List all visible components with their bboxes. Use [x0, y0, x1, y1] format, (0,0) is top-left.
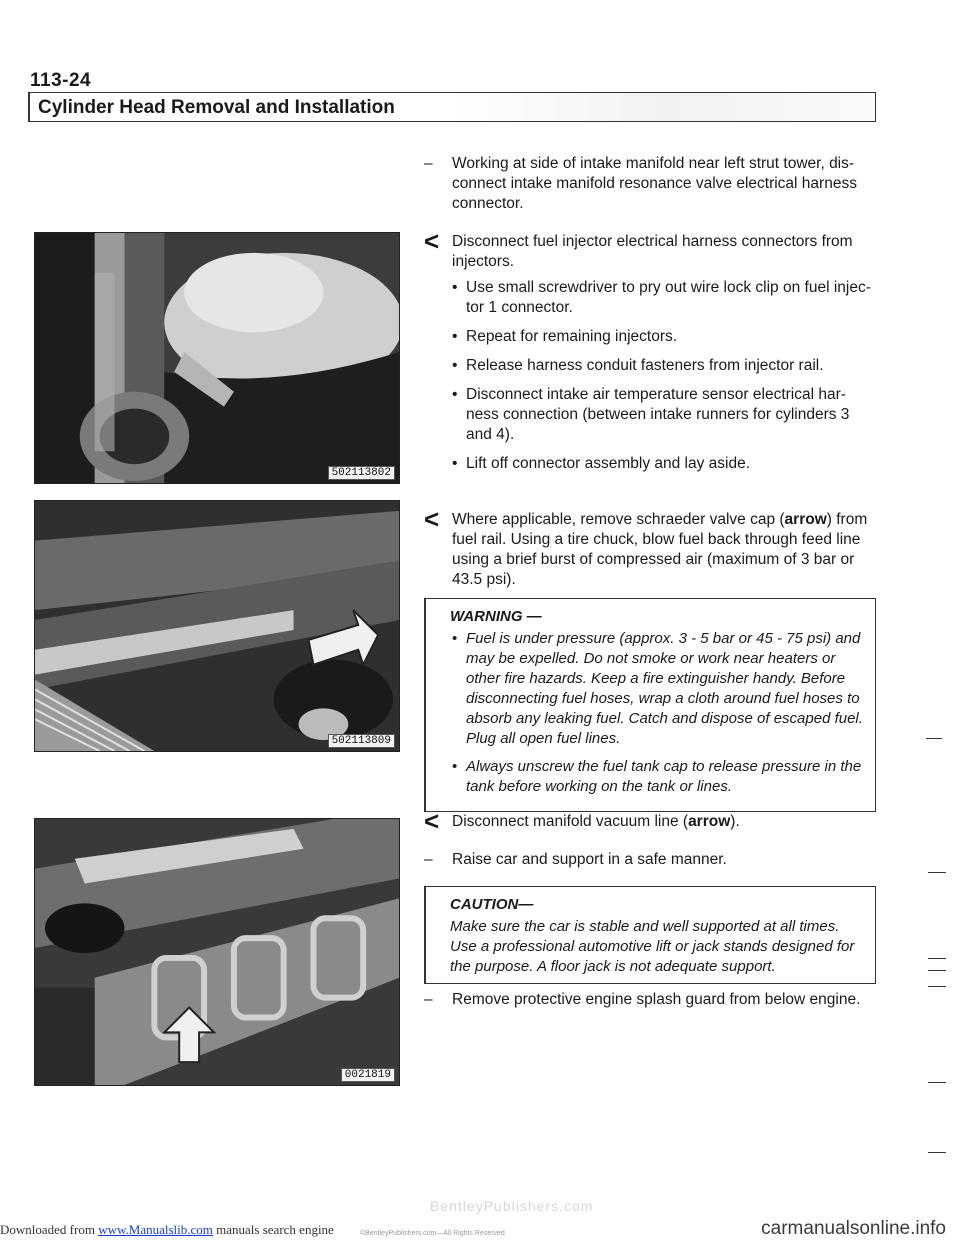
caution-box — [424, 886, 876, 984]
section-header — [28, 92, 876, 122]
list-item: • Repeat for remaining injectors. — [452, 327, 876, 347]
site-footer: carmanualsonline.info — [761, 1218, 946, 1239]
list-item: • Use small screwdriver to pry out wire lock clip on fuel injec- tor 1 connector. — [452, 278, 876, 318]
photo-code-3: 0021819 — [341, 1068, 395, 1082]
download-footer — [0, 1222, 334, 1238]
list-item: • Disconnect intake air temperature sensor electrical har- ness connection (between intake runners for cylinders 3 and 4). — [452, 385, 876, 445]
step-text: Raise car and support in a safe manner. — [452, 851, 727, 868]
caution-text: Make sure the car is stable and well supported at all times. Use a professional automotive lift or jack stands designed for the purpose. A floor jack is not adequate support. — [450, 918, 855, 975]
photo-fuel-rail-valve — [34, 500, 400, 752]
warning-title: WARNING — — [450, 608, 542, 625]
scan-mark — [928, 986, 946, 987]
left-pointer-icon: < — [424, 226, 440, 256]
step-text: Working at side of intake manifold near left strut tower, dis- connect intake manifold resonance valve electrical harness connector. — [452, 155, 857, 212]
scan-mark — [928, 970, 946, 971]
step-schraeder-valve — [424, 504, 876, 590]
arrow-label: arrow — [688, 813, 731, 830]
footer-suffix: manuals search engine — [212, 1222, 334, 1237]
scan-mark — [928, 872, 946, 873]
caution-title: CAUTION— — [450, 896, 534, 913]
photo-injector-connectors — [34, 232, 400, 484]
step-raise-car — [424, 850, 876, 870]
photo-vacuum-line — [34, 818, 400, 1086]
step-text-b: ) from fuel rail. Using a tire chuck, blow fuel back through feed line using a brief burst of compressed air (maximum of 3 bar or 43.5 psi). — [452, 511, 868, 588]
step-vacuum-line — [424, 806, 876, 836]
scan-mark — [928, 958, 946, 959]
warning-item: • Fuel is under pressure (approx. 3 - 5 bar or 45 - 75 psi) and may be expelled. Do not smoke or work near heaters or other fire hazards. Keep a fire extinguisher handy. Before disconnecting fuel hoses, wrap a cloth around fuel hoses to absorb any leaking fuel. Catch and dispose of escaped fuel. Plug all open fuel lines. — [452, 629, 865, 749]
list-item: • Lift off connector assembly and lay aside. — [452, 454, 876, 474]
step-text: Disconnect fuel injector electrical harness connectors from injectors. — [452, 233, 853, 270]
step-bullets — [424, 278, 876, 474]
list-item: • Release harness conduit fasteners from injector rail. — [452, 356, 876, 376]
scan-mark — [928, 1152, 946, 1153]
footer-prefix: Downloaded from — [0, 1222, 99, 1237]
arrow-label: arrow — [784, 511, 827, 528]
watermark: BentleyPublishers.com — [430, 1198, 594, 1214]
copyright-line: ©BentleyPublishers.com—All Rights Reserved — [360, 1230, 505, 1237]
warning-item: • Always unscrew the fuel tank cap to release pressure in the tank before working on the tank or lines. — [452, 757, 865, 797]
section-title: Cylinder Head Removal and Installation — [38, 97, 395, 118]
photo-code-1: 502113802 — [328, 466, 395, 480]
manualslib-link[interactable]: www.Manualslib.com — [98, 1222, 213, 1237]
warning-box — [424, 598, 876, 812]
step-injector-connectors — [424, 226, 876, 483]
step-intake-resonance-connector — [424, 154, 876, 214]
left-pointer-icon: < — [424, 806, 440, 836]
dash-marker: – — [424, 851, 433, 868]
dash-marker: – — [424, 991, 433, 1008]
step-splash-guard — [424, 990, 876, 1010]
photo-code-2: 502113809 — [328, 734, 395, 748]
step-text-a: Disconnect manifold vacuum line ( — [452, 813, 689, 830]
step-text-a: Where applicable, remove schraeder valve cap ( — [452, 511, 785, 528]
step-text: Remove protective engine splash guard from below engine. — [452, 991, 861, 1008]
step-text-b: ). — [730, 813, 740, 830]
dash-marker: – — [424, 155, 433, 172]
page-number: 113-24 — [30, 70, 92, 91]
scan-mark — [928, 1082, 946, 1083]
scan-mark — [926, 738, 942, 739]
left-pointer-icon: < — [424, 504, 440, 534]
